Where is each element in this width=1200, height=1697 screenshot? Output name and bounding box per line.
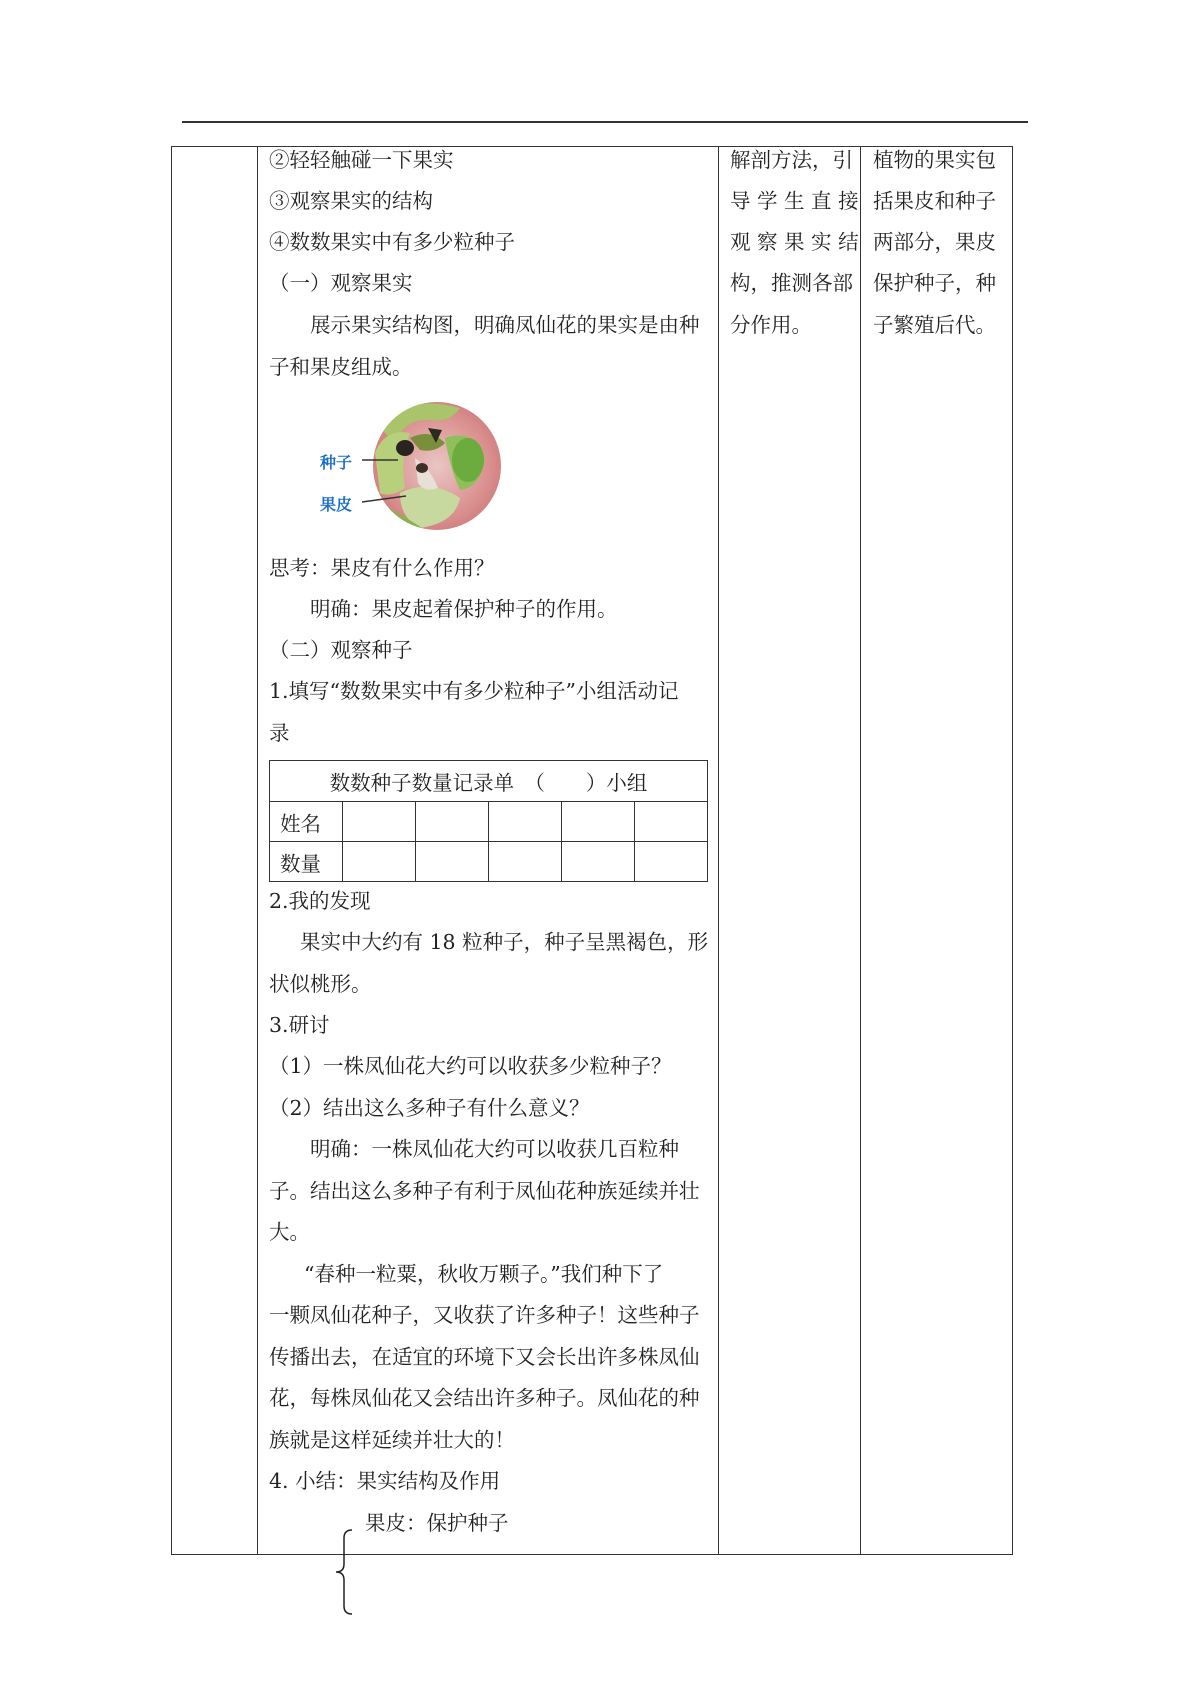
- column-divider-3: [860, 146, 861, 1555]
- answer-2-line-1: 明确：一株凤仙花大约可以收获几百粒种: [310, 1137, 679, 1161]
- quote-line-1: “春种一粒粟，秋收万颗子。”我们种下了: [304, 1262, 664, 1286]
- record-table-cell: [343, 842, 416, 882]
- record-table-title: 数数种子数量记录单 （ ）小组: [270, 761, 708, 802]
- quote-line-4: 花，每株凤仙花又会结出许多种子。凤仙花的种: [269, 1386, 700, 1410]
- item-1-line-1: 1.填写“数数果实中有多少粒种子”小组活动记: [269, 679, 679, 703]
- answer-1: 明确：果皮起着保护种子的作用。: [310, 597, 618, 621]
- seed-count-record-table: [269, 760, 708, 882]
- key-point-line-3: 两部分，果皮: [873, 230, 996, 254]
- record-table-cell: [635, 842, 708, 882]
- column-divider-2: [718, 146, 719, 1555]
- record-table-cell: [343, 802, 416, 842]
- design-intent-line-2: 导 学 生 直 接: [730, 189, 859, 213]
- item-3: 3.研讨: [269, 1013, 330, 1037]
- record-table-quantity-label: 数量: [270, 842, 343, 882]
- key-point-line-2: 括果皮和种子: [873, 189, 996, 213]
- step-3: ③观察果实的结构: [269, 189, 433, 213]
- section-1-title: （一）观察果实: [269, 271, 413, 295]
- step-4: ④数数果实中有多少粒种子: [269, 230, 515, 254]
- summary-peel: 果皮：保护种子: [365, 1511, 509, 1535]
- record-table-cell: [635, 802, 708, 842]
- figure-label-seed: 种子: [320, 453, 353, 472]
- record-table-cell: [489, 842, 562, 882]
- key-point-line-4: 保护种子，种: [873, 271, 996, 295]
- design-intent-line-5: 分作用。: [730, 313, 812, 337]
- item-4-summary: 4. 小结：果实结构及作用: [269, 1469, 501, 1493]
- column-divider-1: [257, 146, 258, 1555]
- record-table-cell: [416, 802, 489, 842]
- section-2-title: （二）观察种子: [269, 638, 413, 662]
- section-1-paragraph-line-1: 展示果实结构图，明确凤仙花的果实是由种: [310, 313, 700, 337]
- design-intent-line-1: 解剖方法，引: [730, 148, 853, 172]
- item-2: 2.我的发现: [269, 889, 371, 913]
- design-intent-line-3: 观 察 果 实 结: [730, 230, 859, 254]
- quote-line-5: 族就是这样延续并壮大的！: [269, 1428, 515, 1452]
- section-1-paragraph-line-2: 子和果皮组成。: [269, 355, 413, 379]
- quote-line-3: 传播出去，在适宜的环境下又会长出许多株凤仙: [269, 1345, 700, 1369]
- finding-line-1: 果实中大约有 18 粒种子，种子呈黑褐色，形: [300, 930, 709, 954]
- answer-2-line-3: 大。: [269, 1220, 310, 1244]
- item-1-line-2: 录: [269, 721, 290, 745]
- header-rule: [182, 121, 1028, 123]
- step-2: ②轻轻触碰一下果实: [269, 148, 454, 172]
- record-table-cell: [562, 802, 635, 842]
- discussion-question-2: （2）结出这么多种子有什么意义？: [269, 1096, 590, 1120]
- summary-brace-icon: [330, 1520, 360, 1620]
- quote-line-2: 一颗凤仙花种子，又收获了许多种子！这些种子: [269, 1303, 700, 1327]
- finding-line-2: 状似桃形。: [269, 972, 372, 996]
- answer-2-line-2: 子。结出这么多种子有利于凤仙花种族延续并壮: [269, 1179, 700, 1203]
- record-table-cell: [562, 842, 635, 882]
- key-point-line-5: 子繁殖后代。: [873, 313, 996, 337]
- discussion-question-1: （1）一株凤仙花大约可以收获多少粒种子？: [269, 1054, 672, 1078]
- record-table-cell: [416, 842, 489, 882]
- record-table-cell: [489, 802, 562, 842]
- key-point-line-1: 植物的果实包: [873, 148, 996, 172]
- fruit-structure-figure: [310, 398, 510, 538]
- record-table-name-label: 姓名: [270, 802, 343, 842]
- design-intent-line-4: 构，推测各部: [730, 271, 853, 295]
- figure-label-peel: 果皮: [320, 495, 353, 514]
- think-question: 思考：果皮有什么作用？: [269, 556, 495, 580]
